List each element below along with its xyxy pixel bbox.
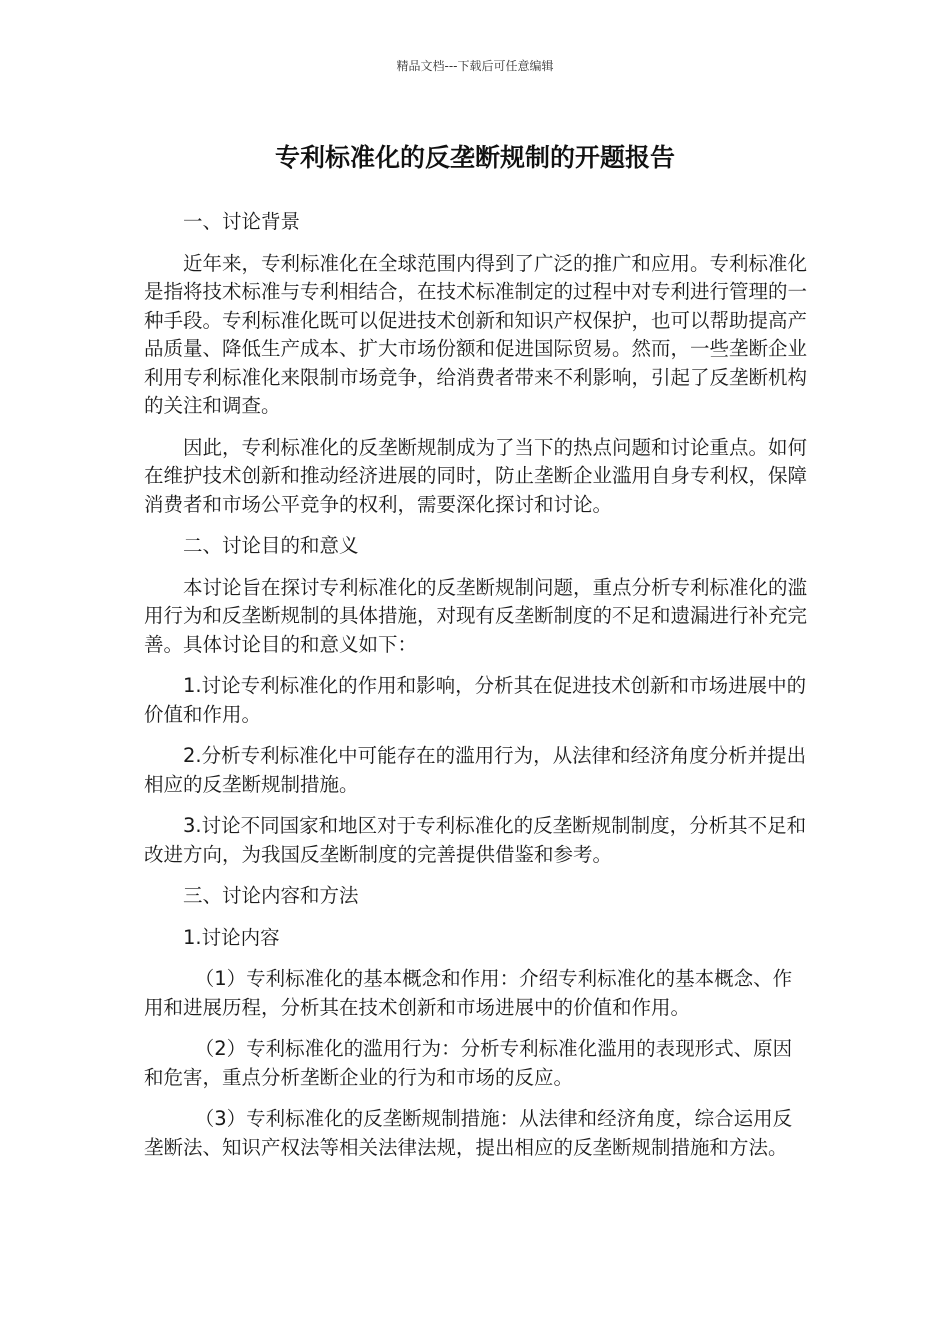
section-heading-purpose: 二、讨论目的和意义 bbox=[183, 534, 359, 557]
paragraph-purpose-item-1: 1.讨论专利标准化的作用和影响，分析其在促进技术创新和市场进展中的价值和作用。 bbox=[144, 674, 807, 726]
page-header-note: 精品文档---下载后可任意编辑 bbox=[396, 59, 554, 73]
paragraph-purpose-intro: 本讨论旨在探讨专利标准化的反垄断规制问题，重点分析专利标准化的滥用行为和反垄断规制的具体措施，对现有反垄断制度的不足和遗漏进行补充完善。具体讨论目的和意义如下： bbox=[144, 575, 808, 656]
paragraph-content-item-2: （2）专利标准化的滥用行为：分析专利标准化滥用的表现形式、原因和危害，重点分析垄断企业的行为和市场的反应。 bbox=[144, 1037, 793, 1089]
subsection-heading-content: 1.讨论内容 bbox=[183, 925, 280, 949]
section-heading-content-method: 三、讨论内容和方法 bbox=[183, 884, 359, 907]
document-title: 专利标准化的反垄断规制的开题报告 bbox=[274, 143, 675, 172]
paragraph-purpose-item-2: 2.分析专利标准化中可能存在的滥用行为，从法律和经济角度分析并提出相应的反垄断规制措施。 bbox=[144, 744, 807, 796]
paragraph-content-item-1: （1）专利标准化的基本概念和作用：介绍专利标准化的基本概念、作用和进展历程，分析其在技术创新和市场进展中的价值和作用。 bbox=[144, 967, 793, 1019]
paragraph-content-item-3: （3）专利标准化的反垄断规制措施：从法律和经济角度，综合运用反垄断法、知识产权法等相关法律法规，提出相应的反垄断规制措施和方法。 bbox=[144, 1107, 793, 1159]
document-body bbox=[144, 208, 808, 1175]
section-heading-background: 一、讨论背景 bbox=[183, 210, 301, 233]
paragraph-purpose-item-3: 3.讨论不同国家和地区对于专利标准化的反垄断规制制度，分析其不足和改进方向，为我国反垄断制度的完善提供借鉴和参考。 bbox=[144, 814, 807, 866]
paragraph-background-2: 因此，专利标准化的反垄断规制成为了当下的热点问题和讨论重点。如何在维护技术创新和推动经济进展的同时，防止垄断企业滥用自身专利权，保障消费者和市场公平竞争的权利，需要深化探讨和讨论。 bbox=[144, 435, 808, 516]
paragraph-background-1: 近年来，专利标准化在全球范围内得到了广泛的推广和应用。专利标准化是指将技术标准与专利相结合，在技术标准制定的过程中对专利进行管理的一种手段。专利标准化既可以促进技术创新和知识产权保护，也可以帮助提高产品质量、降低生产成本、扩大市场份额和促进国际贸易。然而，一些垄断企业利用专利标准化来限制市场竞争，给消费者带来不利影响，引起了反垄断机构的关注和调查。 bbox=[144, 251, 808, 417]
